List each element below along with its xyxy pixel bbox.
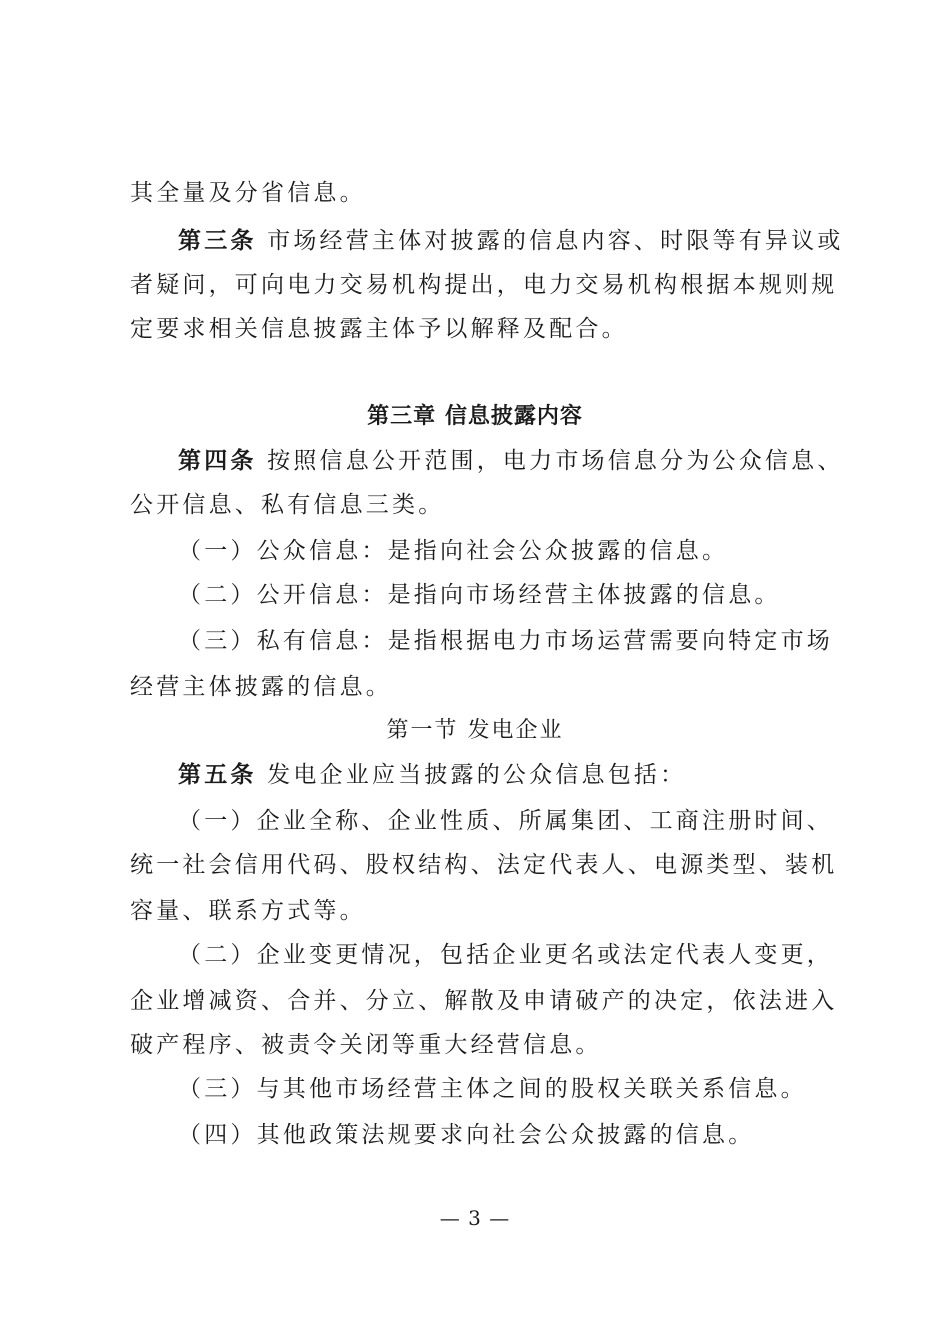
section-title: 第一节 发电企业 — [386, 718, 564, 743]
article-5-item-1-line-2: 统一社会信用代码、股权结构、法定代表人、电源类型、装机 — [130, 852, 838, 878]
article-5-text: 发电企业应当披露的公众信息包括： — [267, 762, 687, 788]
article-5-item-1-line-1: （一）企业全称、企业性质、所属集团、工商注册时间、 — [178, 808, 833, 834]
item-private-info-line-1: （三）私有信息：是指根据电力市场运营需要向特定市场 — [178, 628, 833, 654]
page-number: — 3 — — [439, 1206, 511, 1230]
article-5-item-2-line-3: 破产程序、被责令关闭等重大经营信息。 — [130, 1032, 602, 1058]
item-open-info: （二）公开信息：是指向市场经营主体披露的信息。 — [178, 582, 781, 608]
article-4-text: 按照信息公开范围，电力市场信息分为公众信息、 — [267, 448, 844, 474]
article-5-item-3: （三）与其他市场经营主体之间的股权关联关系信息。 — [178, 1076, 807, 1102]
chapter-title: 第三章 信息披露内容 — [367, 404, 583, 429]
article-3-text: 市场经营主体对披露的信息内容、时限等有异议或 — [267, 228, 844, 254]
article-4-line-2: 公开信息、私有信息三类。 — [130, 492, 445, 518]
article-3-line-3: 定要求相关信息披露主体予以解释及配合。 — [130, 316, 628, 342]
article-5-item-2-line-2: 企业增减资、合并、分立、解散及申请破产的决定，依法进入 — [130, 988, 838, 1014]
article-3-line-2: 者疑问，可向电力交易机构提出，电力交易机构根据本规则规 — [130, 272, 838, 298]
article-4-line-1 — [178, 446, 844, 476]
article-5-label: 第五条 — [178, 762, 257, 788]
article-5-item-2-line-1: （二）企业变更情况，包括企业更名或法定代表人变更， — [178, 942, 833, 968]
article-3-line-1 — [178, 226, 844, 256]
article-5-line-1 — [178, 760, 830, 790]
text-line: 其全量及分省信息。 — [130, 180, 366, 206]
article-4-label: 第四条 — [178, 448, 257, 474]
article-3-label: 第三条 — [178, 228, 257, 254]
item-public-info: （一）公众信息：是指向社会公众披露的信息。 — [178, 538, 729, 564]
item-private-info-line-2: 经营主体披露的信息。 — [130, 674, 392, 700]
article-5-item-1-line-3: 容量、联系方式等。 — [130, 898, 366, 924]
article-5-item-4: （四）其他政策法规要求向社会公众披露的信息。 — [178, 1122, 755, 1148]
